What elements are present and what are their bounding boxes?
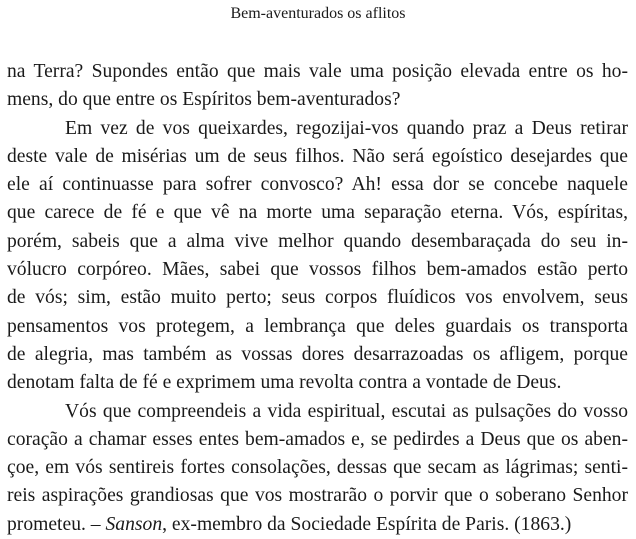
text-line: porém, sabeis que a alma vive melhor quando desembaraçada do seu in- (7, 230, 628, 252)
text-line: Vós que compreendeis a vida espiritual, escutai as pulsações do vosso (65, 400, 628, 422)
text-line: na Terra? Supondes então que mais vale uma posição elevada entre os ho- (7, 61, 628, 82)
closing-line-start: prometeu. – (7, 513, 106, 535)
text-line: vólucro corpóreo. Mães, sabei que vossos filhos bem-amados estão perto (7, 259, 628, 281)
text-line: de vós; sim, estão muito perto; seus corpos fluídicos vos envolvem, seus (7, 287, 628, 309)
closing-line-end: , ex-membro da Sociedade Espírita de Paris. (1863.) (162, 513, 572, 535)
author-name: Sanson (105, 513, 163, 535)
text-line: denotam falta de fé e exprimem uma revolta contra a vontade de Deus. (7, 372, 562, 394)
paragraph-2 (7, 115, 628, 398)
text-line: çoe, em vós sentireis fortes consolações, dessas que secam as lágrimas; senti- (7, 457, 628, 479)
text-line: ele aí continuasse para sofrer convosco? Ah! essa dor se concebe naquele (7, 174, 628, 196)
text-line: deste vale de misérias um de seus filhos. Não será egoístico desejardes que (7, 145, 628, 167)
text-line: de alegria, mas também as vossas dores desarrazoadas os afligem, porque (7, 343, 628, 365)
paragraph-3 (7, 398, 628, 539)
text-line: Em vez de vos queixardes, regozijai-vos quando praz a Deus retirar (65, 117, 628, 139)
text-line: mens, do que entre os Espíritos bem-aventurados? (7, 89, 401, 111)
text-line: reis aspirações grandiosas que vos mostrarão o porvir que o soberano Senhor (7, 485, 628, 507)
paragraph-1 (7, 58, 628, 115)
running-header: Bem-aventurados os aflitos (230, 5, 406, 22)
body-text (7, 58, 628, 539)
text-line: coração a chamar esses entes bem-amados e, se pedirdes a Deus que os aben- (7, 428, 628, 450)
text-line: pensamentos vos protegem, a lembrança que deles guardais os transporta (7, 315, 628, 337)
text-line: que carece de fé e que vê na morte uma separação eterna. Vós, espíritas, (7, 202, 628, 224)
